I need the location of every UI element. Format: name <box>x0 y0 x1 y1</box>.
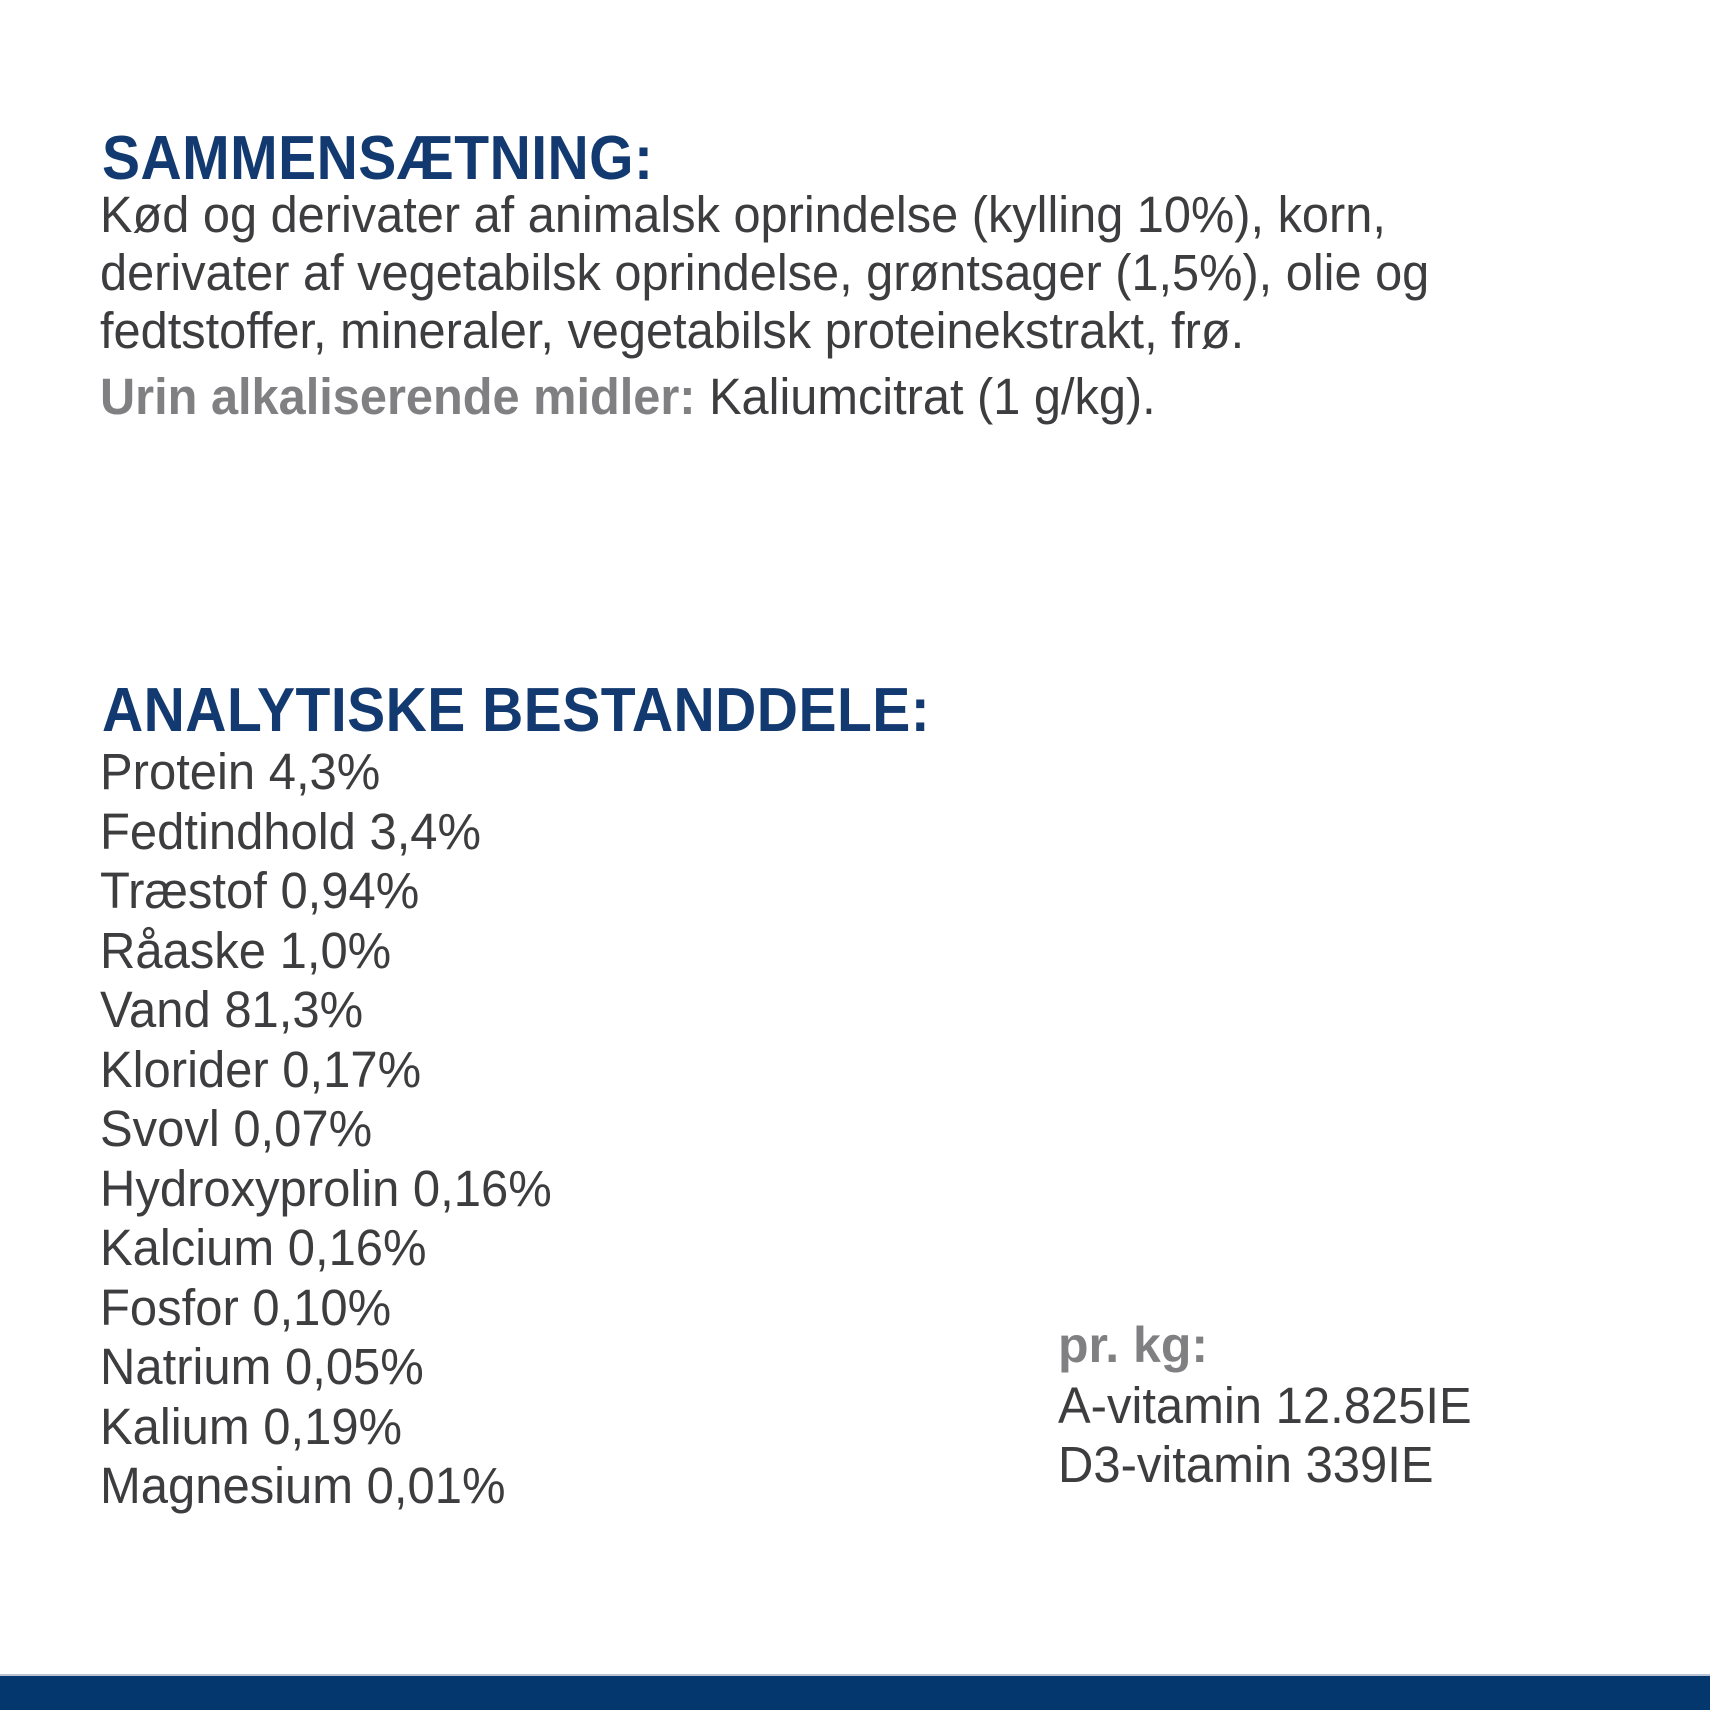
list-item: Vand 81,3% <box>100 981 364 1038</box>
list-item: Kalcium 0,16% <box>100 1219 427 1276</box>
list-item: Klorider 0,17% <box>100 1040 422 1098</box>
vitamins-per-kg-heading: pr. kg: <box>1058 1317 1209 1373</box>
additive-value: Kaliumcitrat (1 g/kg). <box>695 368 1156 425</box>
analytical-constituents-heading: ANALYTISKE BESTANDDELE: <box>102 675 931 745</box>
list-item: Magnesium 0,01% <box>100 1457 506 1514</box>
list-item: Fedtindhold 3,4% <box>100 802 482 860</box>
list-item: Kalium 0,19% <box>100 1397 403 1455</box>
list-item: Svovl 0,07% <box>100 1100 373 1157</box>
composition-additive-line <box>100 368 1533 426</box>
list-item: Natrium 0,05% <box>100 1338 424 1395</box>
list-item: Træstof 0,94% <box>100 862 420 919</box>
constituents-list <box>100 742 940 1516</box>
additive-label: Urin alkaliserende midler: <box>100 368 696 425</box>
composition-body <box>100 186 1533 426</box>
vitamins-block <box>1058 1316 1658 1495</box>
analytical-constituents-area <box>0 742 1710 1552</box>
vitamins-list <box>1058 1376 1658 1495</box>
brand-accent-bar <box>0 1676 1710 1710</box>
composition-ingredients-paragraph: Kød og derivater af animalsk oprindelse (kylling 10%), korn, derivater af vegetabilsk oprindelse, grøntsager (1,5%), olie og fedtstoffer, mineraler, vegetabilsk proteinekstrakt, frø. <box>100 186 1430 359</box>
list-item: Råaske 1,0% <box>100 921 392 979</box>
list-item: A-vitamin 12.825IE <box>1058 1376 1472 1434</box>
list-item: D3-vitamin 339IE <box>1058 1436 1434 1493</box>
list-item: Fosfor 0,10% <box>100 1278 392 1336</box>
composition-heading: SAMMENSÆTNING: <box>102 123 654 193</box>
list-item: Hydroxyprolin 0,16% <box>100 1159 552 1217</box>
list-item: Protein 4,3% <box>100 743 381 800</box>
